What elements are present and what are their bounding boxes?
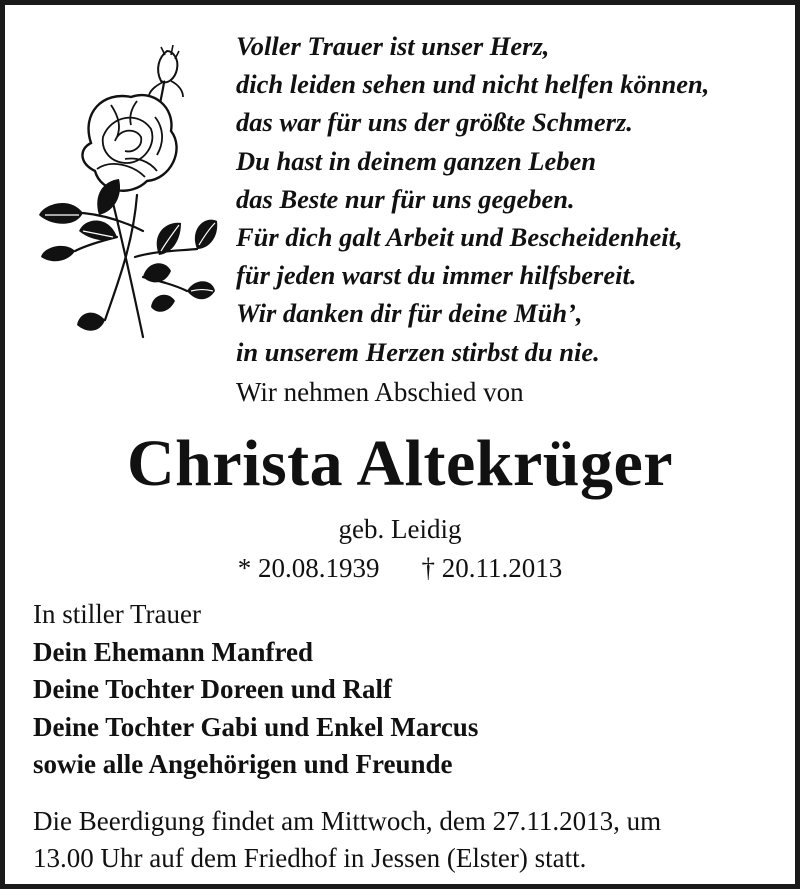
- poem-line: dich leiden sehen und nicht helfen können,: [236, 69, 710, 100]
- mourner-name: Deine Tochter Gabi und Enkel Marcus: [33, 711, 479, 742]
- mourners-block: [33, 596, 793, 784]
- deceased-name: Christa Altekrüger: [126, 427, 674, 500]
- poem: [236, 27, 796, 371]
- poem-line: Du hast in deinem ganzen Leben: [236, 145, 597, 176]
- poem-line: das war für uns der größte Schmerz.: [236, 107, 633, 138]
- birth-date: * 20.08.1939: [237, 553, 380, 583]
- funeral-line: 13.00 Uhr auf dem Friedhof in Jessen (Elster) statt.: [33, 842, 587, 873]
- mourning-lead: In stiller Trauer: [33, 599, 201, 629]
- death-date: † 20.11.2013: [421, 553, 563, 583]
- funeral-info: [33, 803, 793, 876]
- poem-line: für jeden warst du immer hilfsbereit.: [236, 260, 637, 291]
- poem-line: Voller Trauer ist unser Herz,: [236, 31, 550, 61]
- poem-line: Wir danken dir für deine Müh’,: [236, 298, 583, 329]
- mourner-name: Deine Tochter Doreen und Ralf: [33, 674, 393, 704]
- life-dates: [5, 550, 795, 586]
- funeral-line: Die Beerdigung findet am Mittwoch, dem 27.11.2013, um: [33, 806, 662, 836]
- poem-line: in unserem Herzen stirbst du nie.: [236, 336, 600, 367]
- poem-line: das Beste nur für uns gegeben.: [236, 183, 575, 214]
- poem-line: Für dich galt Arbeit und Bescheidenheit,: [236, 222, 683, 253]
- maiden-name: geb. Leidig: [338, 514, 462, 544]
- mourner-name: Dein Ehemann Manfred: [33, 636, 314, 667]
- mourner-name: sowie alle Angehörigen und Freunde: [33, 749, 453, 779]
- farewell-intro: Wir nehmen Abschied von: [236, 377, 524, 407]
- rose-icon: [39, 45, 219, 340]
